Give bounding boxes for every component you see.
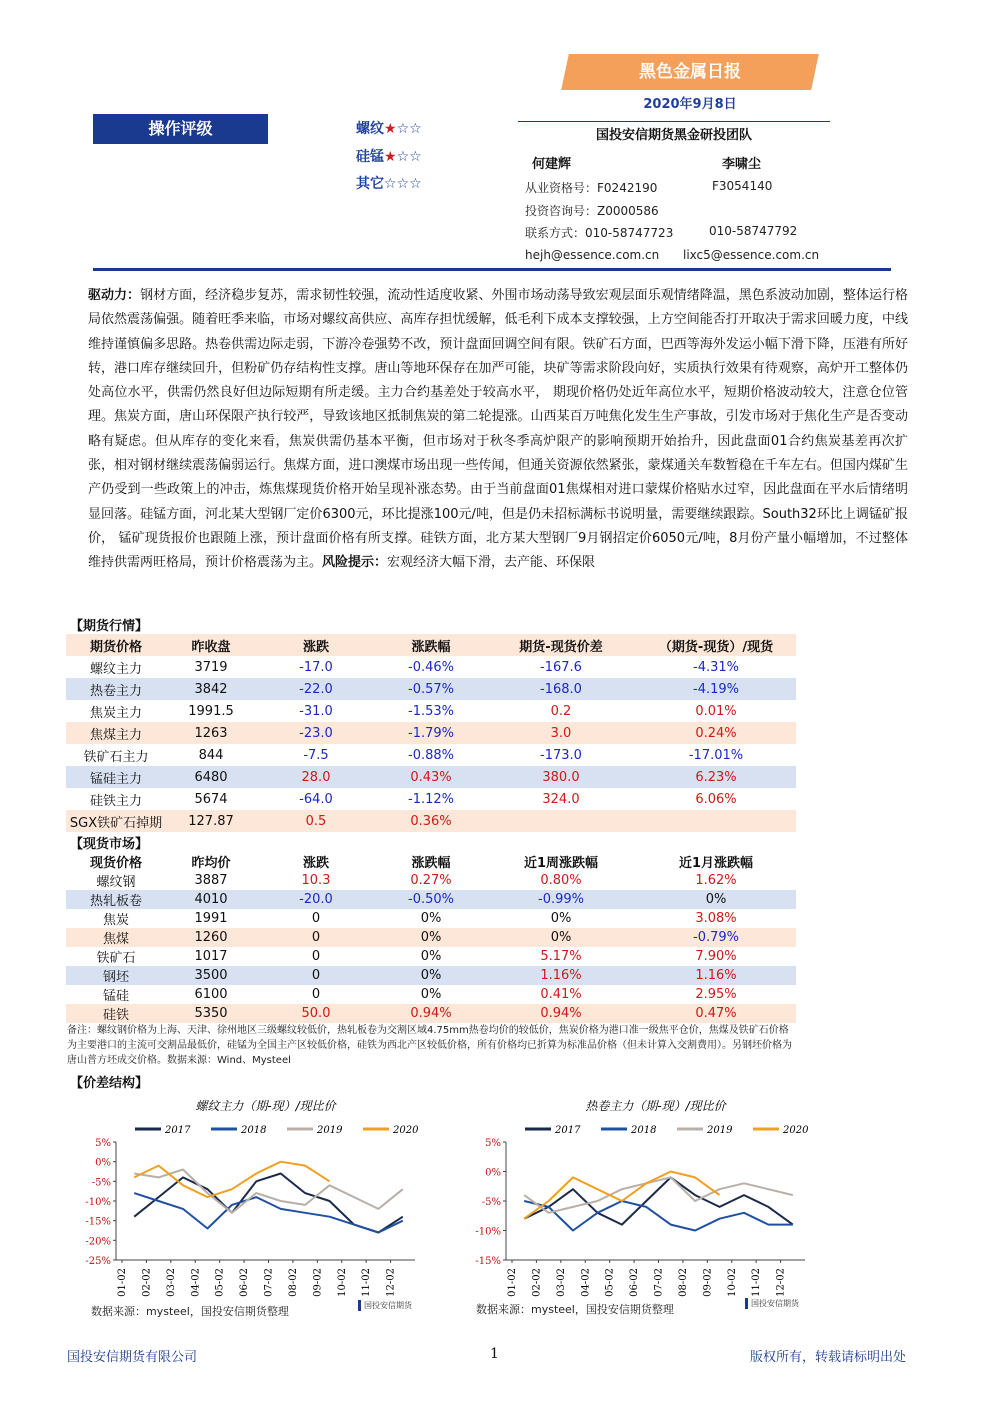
table-cell: -0.46%	[408, 659, 454, 675]
rating-simn	[356, 146, 422, 166]
page-number: 1	[490, 1346, 499, 1362]
table-row	[66, 722, 796, 744]
row-label: 螺纹主力	[89, 661, 142, 677]
legend-label: 2017	[165, 1125, 191, 1136]
table-cell: 4010	[194, 892, 228, 907]
table-cell: -1.79%	[408, 725, 454, 741]
table-row	[66, 744, 796, 766]
x-tick-label: 04-02	[190, 1268, 202, 1297]
table-cell: 6100	[194, 987, 228, 1002]
table-cell: 3842	[194, 681, 228, 697]
spot-section-title: 【现货市场】	[70, 837, 149, 852]
table-row	[66, 766, 796, 788]
row-label: 焦炭主力	[89, 705, 142, 721]
table-row	[66, 928, 796, 947]
chart-1-logo: 国投安信期货	[358, 1300, 412, 1311]
series-line-2018	[134, 1193, 403, 1232]
table-cell: 28.0	[301, 769, 331, 785]
col-header: 期货-现货价差	[519, 639, 603, 655]
legend-label: 2018	[631, 1125, 657, 1136]
table-cell: 0.43%	[410, 769, 452, 785]
table-cell: 0.01%	[695, 703, 737, 719]
row-label: 螺纹钢	[96, 875, 136, 890]
table-cell: 1.62%	[695, 873, 737, 888]
col-header: 涨跌	[302, 855, 329, 871]
table-cell: 127.87	[188, 813, 234, 829]
rating-name: 硅锰	[356, 149, 384, 165]
qualification-row	[525, 179, 657, 196]
table-cell: -0.88%	[408, 747, 454, 763]
table-row	[66, 871, 796, 890]
footer-company: 国投安信期货有限公司	[67, 1350, 198, 1365]
table-cell: 0.5	[305, 813, 327, 829]
row-label: 铁矿石	[96, 951, 136, 966]
row-label: 硅铁主力	[89, 793, 142, 809]
legend-label: 2018	[241, 1125, 267, 1136]
legend-label: 2020	[393, 1125, 419, 1136]
table-cell: 50.0	[301, 1006, 331, 1021]
table-cell: 0	[311, 968, 321, 983]
table-cell: -168.0	[540, 681, 582, 697]
table-cell: 0%	[420, 930, 442, 945]
row-label: 焦煤主力	[89, 727, 142, 743]
invest-label: 投资咨询号：	[525, 204, 598, 218]
y-tick-label: -5%	[481, 1197, 501, 1208]
star-empty-icon: ☆☆☆	[384, 176, 422, 192]
table-cell: 0%	[420, 987, 442, 1002]
chart-2-logo: 国投安信期货	[745, 1298, 799, 1309]
table-cell: -31.0	[299, 703, 333, 719]
table-cell: -0.79%	[693, 930, 739, 945]
table-cell: 3500	[194, 968, 228, 983]
table-cell: 0.27%	[410, 873, 452, 888]
footer-rights: 版权所有，转载请标明出处	[750, 1350, 907, 1365]
chart-1-source: 数据来源：mysteel，国投安信期货整理	[91, 1305, 289, 1318]
table-cell: 3887	[194, 873, 228, 888]
table-row	[66, 890, 796, 909]
table-cell: 0	[311, 949, 321, 964]
x-tick-label: 10-02	[336, 1268, 348, 1297]
table-cell: 1260	[194, 930, 228, 945]
series-line-2018	[524, 1201, 793, 1231]
y-tick-label: 0%	[485, 1167, 501, 1179]
table-cell: 324.0	[542, 791, 580, 807]
table-cell: -4.31%	[693, 659, 739, 675]
table-cell: 3.08%	[695, 911, 737, 926]
header-rule	[93, 268, 891, 271]
x-tick-label: 11-02	[361, 1268, 373, 1297]
futures-table	[66, 634, 796, 832]
table-cell: 0.36%	[410, 813, 452, 829]
row-label: 热轧板卷	[89, 894, 142, 909]
table-cell: -17.01%	[688, 747, 744, 763]
risk-text: 宏观经济大幅下滑，去产能、环保限	[387, 555, 596, 571]
phone-1: 010-58747723	[585, 226, 674, 240]
x-tick-label: 08-02	[677, 1268, 689, 1297]
contact-row	[525, 224, 673, 241]
table-cell: 0.41%	[540, 987, 582, 1002]
table-cell: 1991	[194, 911, 228, 926]
x-tick-label: 02-02	[141, 1268, 153, 1297]
star-empty-icon: ☆☆	[396, 149, 422, 165]
invest-row	[525, 202, 659, 219]
analyst-2: 李啸尘	[722, 157, 762, 172]
table-cell: 0.47%	[695, 1006, 737, 1021]
table-cell: 6.06%	[695, 791, 737, 807]
y-tick-label: 5%	[485, 1138, 501, 1149]
report-date: 2020年9月8日	[643, 97, 737, 112]
y-tick-label: -10%	[475, 1226, 501, 1238]
table-cell: 0.24%	[695, 725, 737, 741]
col-header: 昨均价	[191, 855, 231, 871]
table-cell: -20.0	[299, 892, 333, 907]
spot-header-row	[66, 851, 796, 871]
table-note: 备注：螺纹钢价格为上海、天津、徐州地区三级螺纹较低价，热轧板卷为交割区域4.75mm热卷均价的较低价，焦炭价格为港口准一级焦平仓价，焦煤及铁矿石价格为主要港口的主流可交割品最低价，硅锰为全国主产区较低价格，硅铁为西北产区较低价格，所有价格均已折算为标准品价格（但未计算入交割费用）。另钢坯价格为唐山普方坯成交价格。数据来源：Wind、Mysteel	[67, 1025, 792, 1066]
y-tick-label: -5%	[91, 1177, 111, 1189]
legend-label: 2017	[555, 1125, 581, 1136]
table-row	[66, 966, 796, 985]
x-tick-label: 05-02	[214, 1268, 226, 1297]
table-row	[66, 947, 796, 966]
table-cell: -7.5	[303, 747, 329, 763]
table-cell: 3719	[194, 659, 228, 675]
spread-section-title: 【价差结构】	[70, 1076, 149, 1091]
x-tick-label: 07-02	[263, 1268, 275, 1297]
team-name: 国投安信期货黑金研投团队	[595, 128, 752, 143]
row-label: 钢坯	[102, 970, 129, 985]
x-tick-label: 07-02	[653, 1268, 665, 1297]
table-row	[66, 788, 796, 810]
rating-rebar	[356, 118, 422, 138]
row-label: 硅铁	[102, 1008, 129, 1023]
row-label: 锰硅主力	[89, 771, 142, 787]
contact-label: 联系方式：	[525, 226, 586, 240]
spot-table	[66, 851, 796, 1023]
table-cell: 5350	[194, 1006, 228, 1021]
table-row	[66, 700, 796, 722]
table-cell: 0.94%	[540, 1006, 582, 1021]
analyst-1: 何建辉	[532, 157, 572, 172]
x-tick-label: 05-02	[604, 1268, 616, 1297]
table-cell: -1.12%	[408, 791, 454, 807]
rating-name: 其它	[356, 176, 384, 192]
table-cell	[636, 810, 796, 832]
col-header: 昨收盘	[191, 639, 231, 655]
x-tick-label: 10-02	[726, 1268, 738, 1297]
driver-paragraph	[88, 284, 908, 576]
table-row	[66, 909, 796, 928]
x-tick-label: 02-02	[531, 1268, 543, 1297]
futures-header-row	[66, 634, 796, 656]
table-row	[66, 985, 796, 1004]
row-label: 热卷主力	[89, 683, 142, 699]
rebar-spread-chart	[80, 1092, 450, 1318]
y-tick-label: -15%	[475, 1256, 501, 1267]
table-cell: -0.50%	[408, 892, 454, 907]
risk-label: 风险提示：	[322, 555, 388, 571]
series-line-2020	[134, 1162, 329, 1197]
hrc-spread-chart	[470, 1092, 840, 1318]
star-filled-icon: ★	[384, 121, 397, 137]
table-row	[66, 1004, 796, 1023]
col-header: 期货价格	[89, 639, 142, 655]
table-cell: 844	[198, 747, 224, 763]
table-cell: -173.0	[540, 747, 582, 763]
phone-2: 010-58747792	[709, 224, 798, 238]
table-cell: -17.0	[299, 659, 333, 675]
email-2[interactable]: lixc5@essence.com.cn	[683, 248, 820, 262]
row-label: 焦煤	[102, 932, 129, 947]
rating-other	[356, 173, 422, 193]
table-cell: 0%	[705, 892, 727, 907]
table-cell: -4.19%	[693, 681, 739, 697]
table-cell: 0.2	[550, 703, 572, 719]
table-cell: -0.57%	[408, 681, 454, 697]
table-cell: 0	[311, 987, 321, 1002]
qualification-label: 从业资格号：	[525, 181, 598, 195]
table-cell: 1263	[194, 725, 228, 741]
row-label: 焦炭	[102, 913, 129, 928]
chart-2-source: 数据来源：mysteel，国投安信期货整理	[476, 1303, 674, 1316]
y-tick-label: 0%	[95, 1157, 111, 1169]
star-empty-icon: ☆☆	[396, 121, 422, 137]
table-row	[66, 656, 796, 678]
x-tick-label: 04-02	[580, 1268, 592, 1297]
table-row	[66, 810, 796, 832]
table-row	[66, 678, 796, 700]
legend-label: 2019	[707, 1125, 733, 1136]
driver-label: 驱动力：	[88, 288, 141, 303]
y-tick-label: -25%	[85, 1256, 111, 1267]
table-cell: 1017	[194, 949, 228, 964]
table-cell: -64.0	[299, 791, 333, 807]
col-header: 涨跌幅	[411, 855, 451, 871]
y-tick-label: -15%	[85, 1216, 111, 1228]
table-cell: 5.17%	[540, 949, 582, 964]
col-header: 近1周涨跌幅	[523, 855, 599, 871]
table-cell: -23.0	[299, 725, 333, 741]
table-cell: 1991.5	[188, 703, 234, 719]
x-tick-label: 03-02	[165, 1268, 177, 1297]
table-cell: 0	[311, 911, 321, 926]
x-tick-label: 09-02	[702, 1268, 714, 1297]
table-cell: -167.6	[540, 659, 582, 675]
futures-section-title: 【期货行情】	[70, 619, 149, 634]
table-cell: 0	[311, 930, 321, 945]
invest-number: Z0000586	[597, 204, 659, 218]
qualification-2: F3054140	[712, 179, 773, 193]
table-cell: 0.94%	[410, 1006, 452, 1021]
x-tick-label: 03-02	[555, 1268, 567, 1297]
legend-label: 2020	[783, 1125, 809, 1136]
table-cell: 0%	[550, 930, 572, 945]
row-label: SGX铁矿石掉期	[69, 815, 163, 831]
table-cell: 7.90%	[695, 949, 737, 964]
x-tick-label: 01-02	[117, 1268, 128, 1297]
table-cell: 0%	[420, 949, 442, 964]
table-cell: 6480	[194, 769, 228, 785]
rating-name: 螺纹	[356, 121, 384, 137]
table-cell: 10.3	[301, 873, 331, 888]
email-1[interactable]: hejh@essence.com.cn	[525, 248, 660, 262]
operation-rating-label: 操作评级	[93, 114, 268, 144]
col-header: （期货-现货）/现货	[658, 639, 774, 655]
y-tick-label: -10%	[85, 1197, 111, 1208]
table-cell: 380.0	[542, 769, 580, 785]
table-cell: 2.95%	[695, 987, 737, 1002]
x-tick-label: 09-02	[312, 1268, 324, 1297]
x-tick-label: 12-02	[385, 1268, 397, 1297]
table-cell: 1.16%	[540, 968, 582, 983]
table-cell: 5674	[194, 791, 228, 807]
x-tick-label: 08-02	[287, 1268, 299, 1297]
x-tick-label: 01-02	[507, 1268, 518, 1297]
qualification-1: F0242190	[597, 181, 658, 195]
table-cell	[486, 810, 636, 832]
table-cell: 0%	[420, 968, 442, 983]
table-cell: 6.23%	[695, 769, 737, 785]
table-cell: -22.0	[299, 681, 333, 697]
driver-text: 钢材方面，经济稳步复苏，需求韧性较强，流动性适度收紧、外围市场动荡导致宏观层面乐观情绪降温，黑色系波动加剧，整体运行格局依然震荡偏强。随着旺季来临，市场对螺纹高供应、高库存担忧缓解，低毛利下成本支撑较强，上方空间能否打开取决于需求回暖力度，中线维持谨慎偏多思路。热卷供需边际走弱，下游冷卷强势不改，预计盘面回调空间有限。铁矿石方面，巴西等海外发运小幅下滑下降，压港有所好转，港口库存继续回升，但粉矿仍存结构性支撑。唐山等地环保存在加严可能，块矿等需求阶段向好，实质执行效果有待观察，高炉开工整体仍处高位水平，供需仍然良好但边际短期有所走缓。主力合约基差处于较高水平， 期现价格仍处近年高位水平，短期价格波动较大，注意仓位管理。焦炭方面，唐山环保限产执行较严，导致该地区抵制焦炭的第二轮提涨。山西某百万吨焦化发生生产事故，引发市场对于焦化生产是否变动略有疑虑。但从库存的变化来看，焦炭供需仍基本平衡，但市场对于秋冬季高炉限产的影响预期开始抬升，因此盘面01合约焦炭基差再次扩张，相对钢材继续震荡偏弱运行。焦煤方面，进口澳煤市场出现一些传闻，但通关资源依然紧张，蒙煤通关车数暂稳在千车左右。但国内煤矿生产仍受到一些政策上的冲击，炼焦煤现货价格开始呈现补涨态势。由于当前盘面01焦煤相对进口蒙煤价格贴水过窄，因此盘面在平水后情绪明显回落。硅锰方面，河北某大型钢厂定价6300元，环比提涨100元/吨，但是仍未招标满标书说明量，需要继续跟踪。South32环比上调锰矿报价， 锰矿现货报价也跟随上涨，预计盘面价格有所支撑。硅铁方面，北方某大型钢厂9月钢招定价6050元/吨，8月份产量小幅增加，不过整体维持供需两旺格局，预计价格震荡为主。	[88, 288, 908, 571]
x-tick-label: 12-02	[775, 1268, 787, 1297]
table-cell: -0.99%	[538, 892, 584, 907]
table-cell: 0.80%	[540, 873, 582, 888]
team-divider	[518, 121, 830, 122]
table-cell: 0%	[550, 911, 572, 926]
table-cell: -1.53%	[408, 703, 454, 719]
row-label: 锰硅	[102, 989, 129, 1004]
y-tick-label: 5%	[95, 1138, 111, 1149]
report-title: 黑色金属日报	[639, 62, 741, 82]
x-tick-label: 06-02	[239, 1268, 251, 1297]
table-cell: 0%	[420, 911, 442, 926]
chart-title: 热卷主力（期-现）/现比价	[585, 1099, 726, 1113]
col-header: 现货价格	[89, 855, 142, 871]
table-cell: 1.16%	[695, 968, 737, 983]
row-label: 铁矿石主力	[83, 749, 149, 765]
col-header: 涨跌	[302, 639, 329, 655]
legend-label: 2019	[317, 1125, 343, 1136]
y-tick-label: -20%	[85, 1236, 111, 1248]
col-header: 近1月涨跌幅	[678, 855, 754, 871]
x-tick-label: 11-02	[751, 1268, 763, 1297]
x-tick-label: 06-02	[629, 1268, 641, 1297]
table-cell: 3.0	[550, 725, 572, 741]
star-filled-icon: ★	[384, 149, 397, 165]
chart-title: 螺纹主力（期-现）/现比价	[195, 1099, 336, 1113]
col-header: 涨跌幅	[411, 639, 451, 655]
